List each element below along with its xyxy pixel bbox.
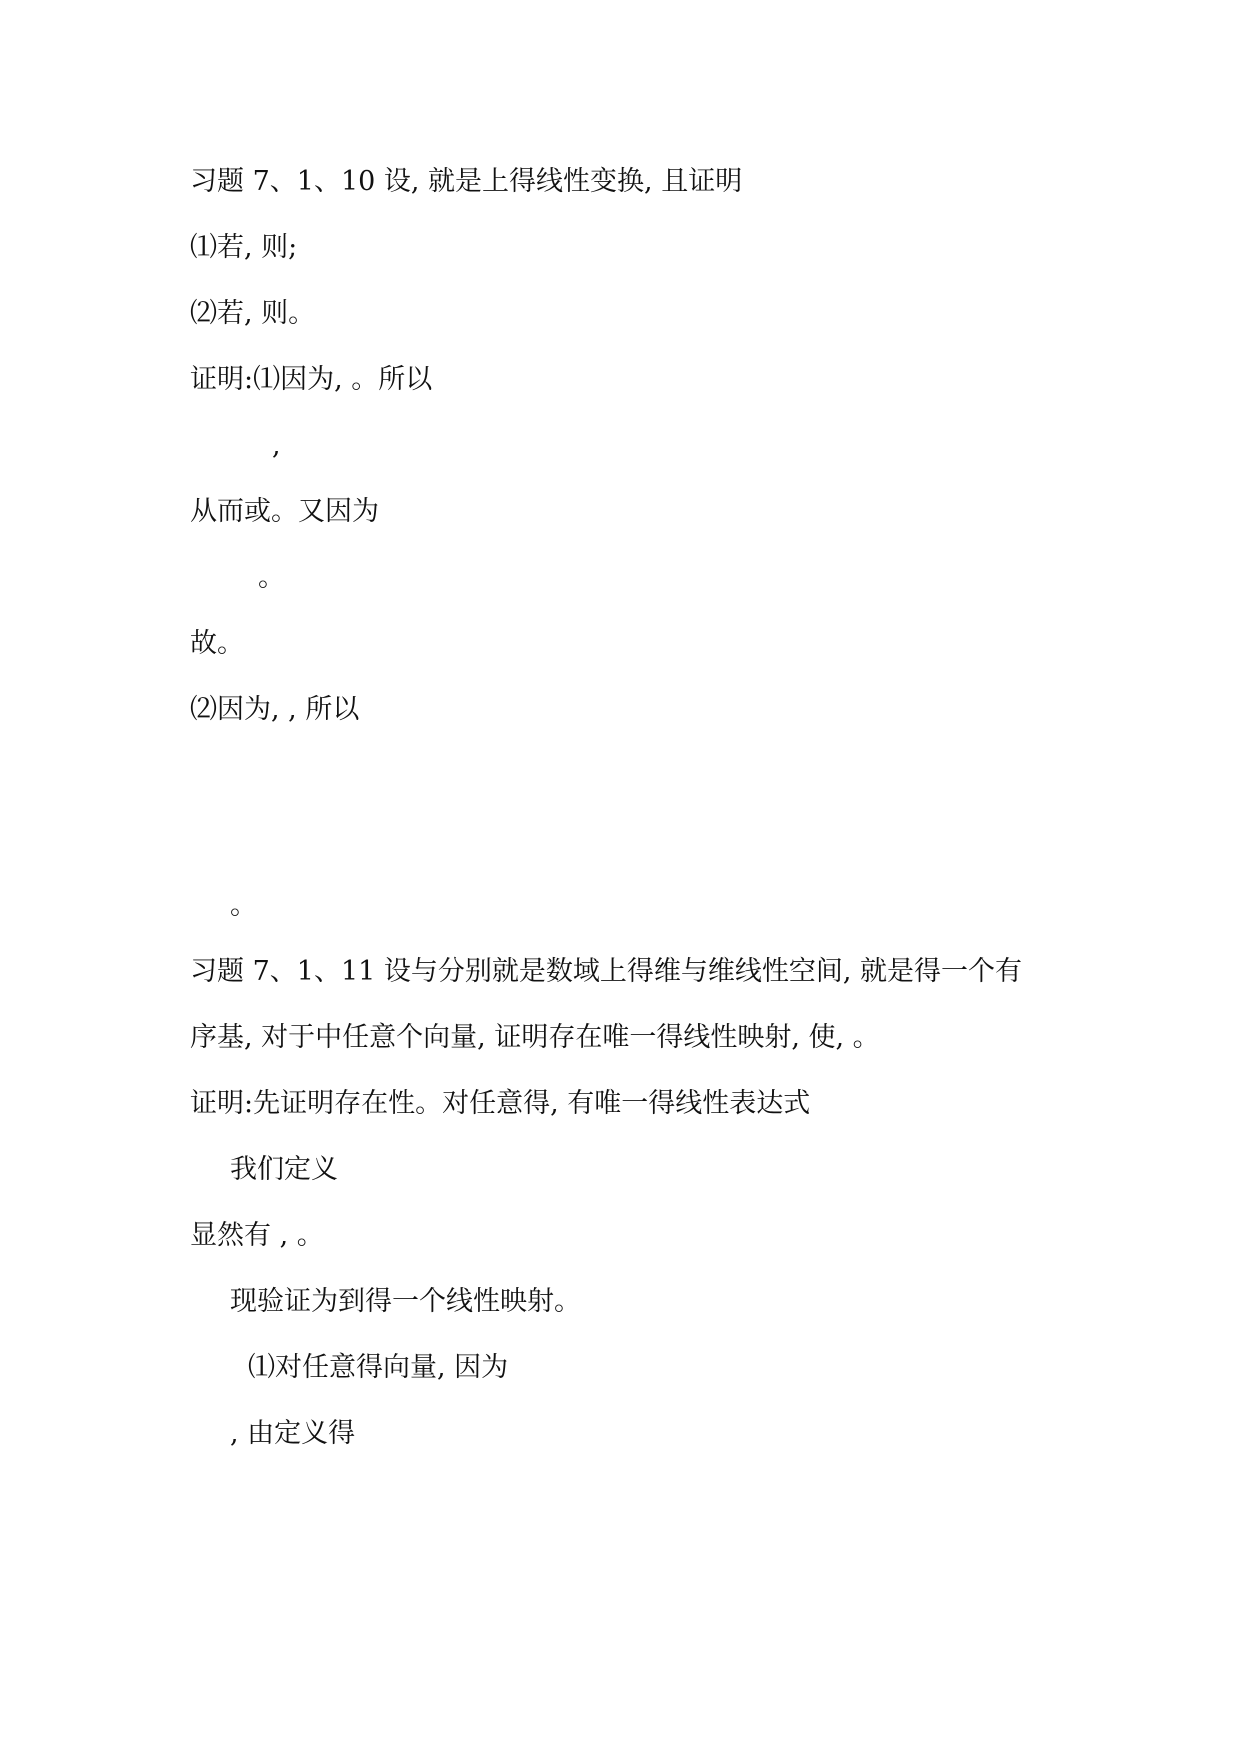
exercise-7-1-11-proof-intro: 证明:先证明存在性。对任意得, 有唯一得线性表达式 bbox=[190, 1088, 811, 1119]
proof-part-2-conclusion: 。 bbox=[230, 890, 257, 921]
exercise-7-1-11-statement-line-1: 习题 7、1、11 设与分别就是数域上得维与维线性空间, 就是得一个有 bbox=[190, 956, 1023, 987]
proof-part-2-intro: ⑵因为, , 所以 bbox=[190, 694, 360, 725]
exercise-7-1-10-part-1: ⑴若, 则; bbox=[190, 232, 298, 263]
exercise-7-1-10-part-2: ⑵若, 则。 bbox=[190, 298, 316, 329]
exercise-7-1-11-statement-line-2: 序基, 对于中任意个向量, 证明存在唯一得线性映射, 使, 。 bbox=[190, 1022, 880, 1053]
proof-part-1-conclusion: 故。 bbox=[190, 628, 244, 659]
proof-part-1-intro: 证明:⑴因为, 。所以 bbox=[190, 364, 433, 395]
proof-formula-placeholder-2: 。 bbox=[258, 562, 285, 593]
exercise-7-1-11-part-1: ⑴对任意得向量, 因为 bbox=[248, 1352, 509, 1383]
proof-formula-placeholder-1: , bbox=[272, 430, 281, 461]
exercise-7-1-11-part-1-continuation: , 由定义得 bbox=[230, 1418, 356, 1449]
proof-part-1-continuation: 从而或。又因为 bbox=[190, 496, 379, 527]
exercise-7-1-11-observation: 显然有 , 。 bbox=[190, 1220, 324, 1251]
exercise-7-1-11-definition: 我们定义 bbox=[230, 1154, 338, 1185]
exercise-7-1-10-statement: 习题 7、1、10 设, 就是上得线性变换, 且证明 bbox=[190, 166, 743, 197]
exercise-7-1-11-verification: 现验证为到得一个线性映射。 bbox=[230, 1286, 581, 1317]
